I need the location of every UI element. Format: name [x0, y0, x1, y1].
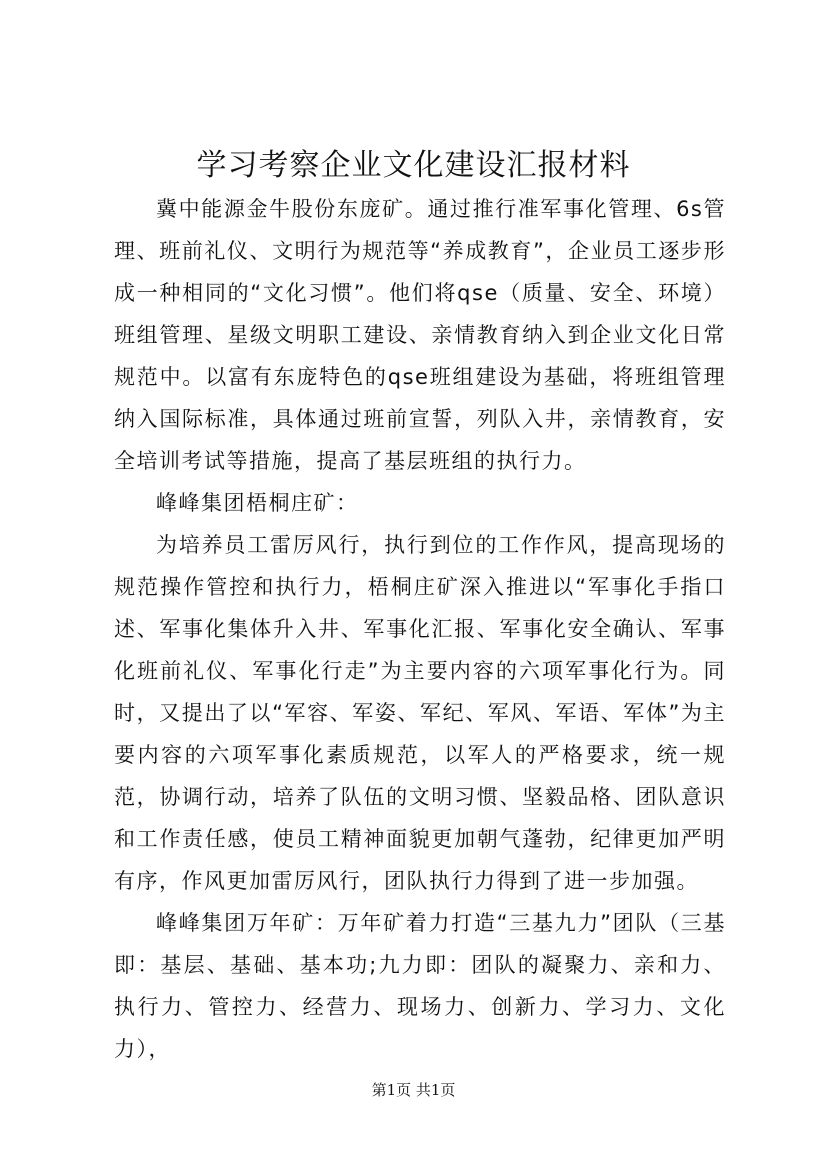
paragraph-wannian: 峰峰集团万年矿：万年矿着力打造“三基九力”团队（三基即：基层、基础、基本功;九力即：团队的凝聚力、亲和力、执行力、管控力、经营力、现场力、创新力、学习力、文化力），: [114, 911, 726, 1061]
paragraph-wutongzhuang-heading: 峰峰集团梧桐庄矿：: [156, 491, 359, 515]
document-title: 学习考察企业文化建设汇报材料: [196, 148, 631, 183]
document-body: [114, 188, 726, 1070]
paragraph-wutongzhuang: 为培养员工雷厉风行，执行到位的工作作风，提高现场的规范操作管控和执行力，梧桐庄矿深入推进以“军事化手指口述、军事化集体升入井、军事化汇报、军事化安全确认、军事化班前礼仪、军事化行走”为主要内容的六项军事化行为。同时，又提出了以“军容、军姿、军纪、军风、军语、军体”为主要内容的六项军事化素质规范，以军人的严格要求，统一规范，协调行动，培养了队伍的文明习惯、坚毅品格、团队意识和工作责任感，使员工精神面貌更加朝气蓬勃，纪律更加严明有序，作风更加雷厉风行，团队执行力得到了进一步加强。: [114, 533, 726, 893]
paragraph-dongpang: 冀中能源金牛股份东庞矿。通过推行准军事化管理、6s管理、班前礼仪、文明行为规范等“养成教育”，企业员工逐步形成一种相同的“文化习惯”。他们将qse（质量、安全、环境）班组管理、星级文明职工建设、亲情教育纳入到企业文化日常规范中。以富有东庞特色的qse班组建设为基础，将班组管理纳入国际标准，具体通过班前宣誓，列队入井，亲情教育，安全培训考试等措施，提高了基层班组的执行力。: [114, 197, 726, 473]
page-footer: 第1页 共1页: [371, 1081, 456, 1099]
